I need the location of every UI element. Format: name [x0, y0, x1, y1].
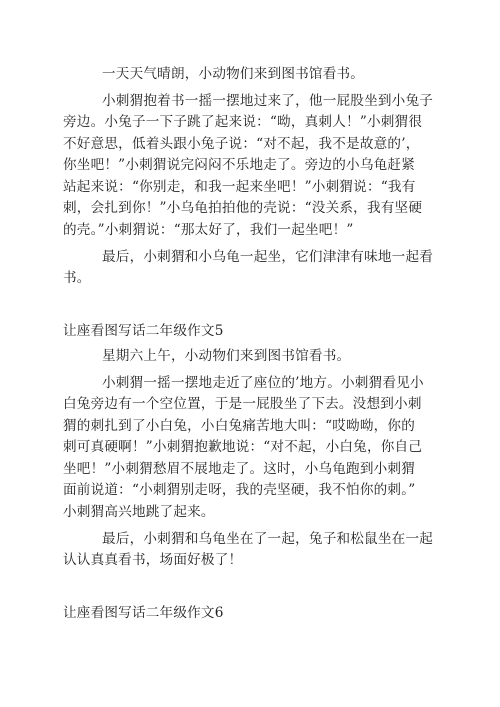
paragraph-line: 一天天气晴朗，小动物们来到图书馆看书。 [102, 66, 365, 82]
paragraph-line: 白兔旁边有一个空位置，于是一屁股坐了下去。没想到小刺 [63, 396, 422, 412]
paragraph-line: 最后，小刺猬和乌龟坐在了一起，兔子和松鼠坐在一起 [102, 531, 434, 547]
paragraph-line: 刺可真硬啊！”小刺猬抱歉地说：“对不起，小白兔，你自己 [63, 439, 423, 455]
paragraph-line: 小刺猬高兴地跳了起来。 [63, 504, 215, 520]
paragraph-line: 站起来说：“你别走，和我一起来坐吧！”小刺猬说：“我有 [63, 179, 416, 195]
section-heading: 让座看图写话二年级作文6 [63, 605, 224, 621]
section-heading: 让座看图写话二年级作文5 [63, 323, 224, 339]
paragraph-line: 认认真真看书，场面好极了！ [63, 552, 243, 568]
paragraph-line: 小刺猬一摇一摆地走近了座位的’地方。小刺猬看见小 [102, 375, 424, 391]
paragraph-line: 你坐吧！”小刺猬说完闷闷不乐地走了。旁边的小乌龟赶紧 [63, 157, 415, 173]
paragraph-line: 的壳。”小刺猬说：“那太好了，我们一起坐吧！” [63, 222, 354, 238]
paragraph-line: 面前说道：“小刺猬别走呀，我的壳坚硬，我不怕你的刺。” [63, 482, 416, 498]
paragraph-line: 书。 [63, 270, 91, 286]
paragraph-line: 不好意思，低着头跟小兔子说：“对不起，我不是故意的’， [63, 136, 420, 152]
paragraph-line: 最后，小刺猬和小乌龟一起坐，它们津津有味地一起看 [102, 249, 434, 265]
paragraph-line: 小刺猬抱着书一摇一摆地过来了，他一屁股坐到小兔子 [102, 93, 434, 109]
paragraph-line: 猬的刺扎到了小白兔，小白兔痛苦地大叫：“哎呦呦，你的 [63, 418, 415, 434]
paragraph-line: 刺，会扎到你！”小乌龟拍拍他的壳说：“没关系，我有坚硬 [63, 200, 423, 216]
paragraph-line: 坐吧！”小刺猬愁眉不展地走了。这时，小乌龟跑到小刺猬 [63, 461, 415, 477]
paragraph-line: 旁边。小兔子一下子跳了起来说：“呦，真刺人！”小刺猬很 [63, 114, 423, 130]
paragraph-line: 星期六上午，小动物们来到图书馆看书。 [102, 348, 351, 364]
